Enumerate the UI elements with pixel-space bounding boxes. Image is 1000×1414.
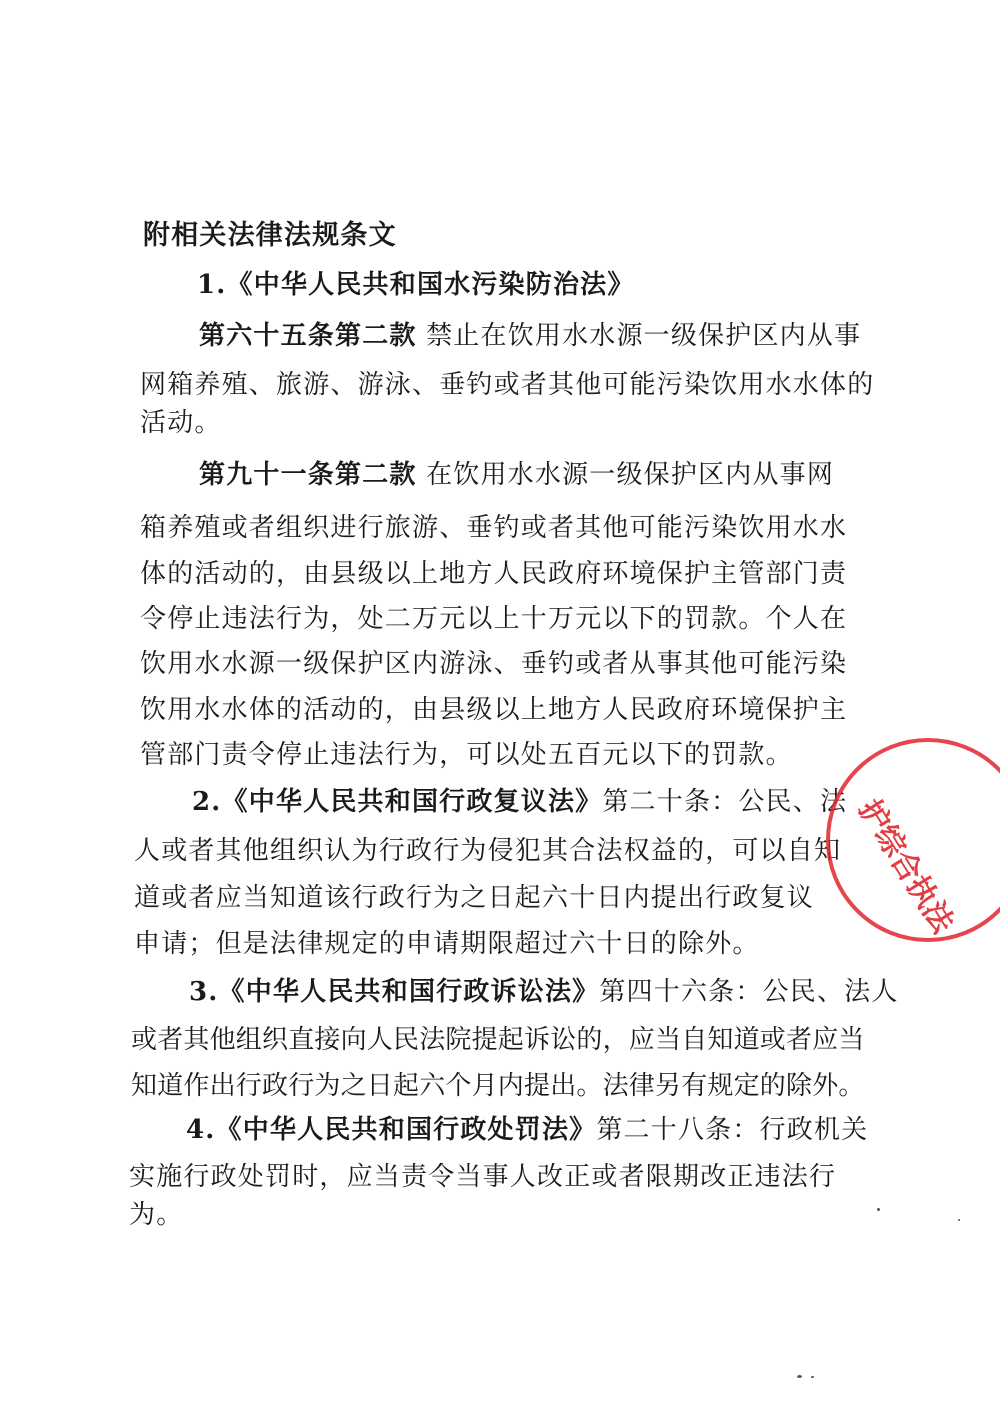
section-4-title: 4.《中华人民共和国行政处罚法》	[186, 1115, 597, 1145]
section-2-first-line	[192, 784, 847, 820]
section-3-title: 3.《中华人民共和国行政诉讼法》	[189, 977, 600, 1007]
clause-91-line: 管部门责令停止违法行为，可以处五百元以下的罚款。	[140, 740, 793, 770]
section-4-line: 实施行政处罚时，应当责令当事人改正或者限期改正违法行	[129, 1162, 837, 1192]
clause-91-line: 饮用水水体的活动的，由县级以上地方人民政府环境保护主	[140, 695, 848, 725]
clause-65-line: 活动。	[140, 408, 222, 438]
clause-65-first-line	[199, 318, 861, 354]
page-heading: 附相关法律法规条文	[143, 220, 397, 251]
scan-speck	[811, 1376, 814, 1378]
section-4-first-line	[186, 1112, 868, 1148]
clause-91-line: 体的活动的，由县级以上地方人民政府环境保护主管部门责	[140, 559, 848, 589]
scan-speck	[958, 1219, 960, 1221]
section-4-rest: 第二十八条：行政机关	[596, 1115, 869, 1145]
section-3-line: 或者其他组织直接向人民法院提起诉讼的，应当自知道或者应当	[131, 1025, 865, 1055]
section-4-line: 为。	[129, 1200, 184, 1230]
clause-65-line: 网箱养殖、旅游、游泳、垂钓或者其他可能污染饮用水水体的	[140, 370, 875, 400]
section-2-line: 人或者其他组织认为行政行为侵犯其合法权益的，可以自知	[134, 836, 842, 866]
section-2-title: 2.《中华人民共和国行政复议法》	[192, 787, 603, 817]
clause-91-text: 在饮用水水源一级保护区内从事网	[426, 460, 835, 490]
section-2-rest: 第二十条：公民、法	[602, 787, 848, 817]
clause-91-label: 第九十一条第二款	[199, 460, 417, 490]
section-1-title: 1.《中华人民共和国水污染防治法》	[197, 270, 635, 300]
scan-speck	[877, 1208, 880, 1211]
clause-91-line: 饮用水水源一级保护区内游泳、垂钓或者从事其他可能污染	[140, 649, 848, 679]
seal-text: 护综合执法	[851, 793, 961, 940]
official-seal	[818, 730, 1000, 950]
section-3-first-line	[189, 974, 899, 1010]
scan-speck	[797, 1375, 802, 1378]
section-3-line: 知道作出行政行为之日起六个月内提出。法律另有规定的除外。	[131, 1071, 865, 1101]
clause-91-first-line	[199, 457, 834, 493]
clause-65-text: 禁止在饮用水水源一级保护区内从事	[426, 321, 862, 351]
clause-91-line: 令停止违法行为，处二万元以上十万元以下的罚款。个人在	[140, 604, 848, 634]
clause-91-line: 箱养殖或者组织进行旅游、垂钓或者其他可能污染饮用水水	[140, 513, 848, 543]
clause-65-label: 第六十五条第二款	[199, 321, 417, 351]
section-2-line: 道或者应当知道该行政行为之日起六十日内提出行政复议	[134, 883, 815, 913]
section-2-line: 申请；但是法律规定的申请期限超过六十日的除外。	[134, 929, 760, 959]
section-3-rest: 第四十六条：公民、法人	[599, 977, 899, 1007]
